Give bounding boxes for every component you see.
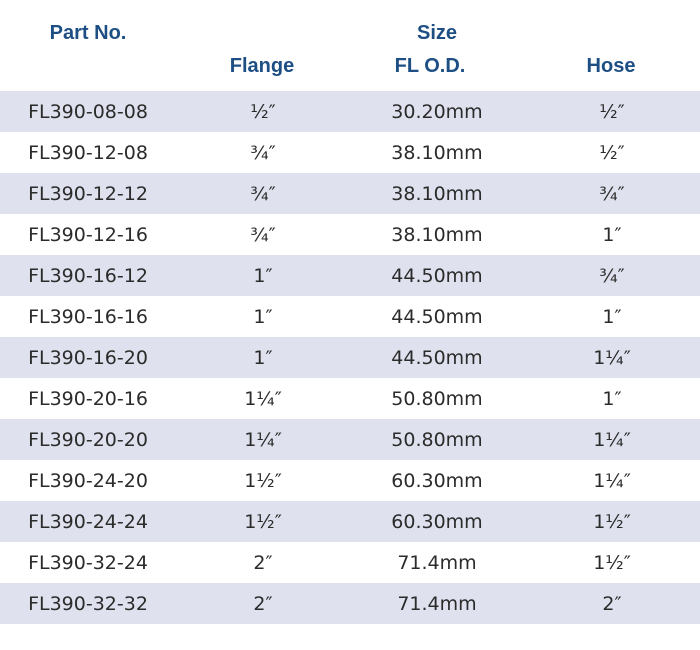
table-row — [0, 255, 700, 296]
table-row — [0, 378, 700, 419]
fl-od-cell: 71.4mm — [397, 592, 477, 615]
part-number-cell: FL390-32-32 — [28, 592, 148, 615]
fl-od-cell: 60.30mm — [391, 510, 483, 533]
header-fl-od: FL O.D. — [394, 55, 466, 77]
hose-cell: 1″ — [602, 305, 622, 328]
table-row — [0, 460, 700, 501]
table-row — [0, 214, 700, 255]
part-number-cell: FL390-08-08 — [28, 100, 148, 123]
header-size: Size — [416, 22, 458, 44]
flange-cell: ¾″ — [250, 141, 276, 164]
part-number-cell: FL390-24-24 — [28, 510, 148, 533]
flange-cell: 1″ — [253, 346, 273, 369]
table-row — [0, 337, 700, 378]
hose-cell: ¾″ — [599, 264, 625, 287]
fl-od-cell: 38.10mm — [391, 141, 483, 164]
flange-cell: 1½″ — [244, 510, 282, 533]
part-number-cell: FL390-20-20 — [28, 428, 148, 451]
fl-od-cell: 38.10mm — [391, 182, 483, 205]
part-number-cell: FL390-12-08 — [28, 141, 148, 164]
hose-cell: 2″ — [602, 592, 622, 615]
header-hose: Hose — [586, 55, 636, 77]
fl-od-cell: 38.10mm — [391, 223, 483, 246]
table-row — [0, 542, 700, 583]
part-number-cell: FL390-24-20 — [28, 469, 148, 492]
flange-cell: 1″ — [253, 264, 273, 287]
hose-cell: ¾″ — [599, 182, 625, 205]
table-row — [0, 583, 700, 624]
flange-cell: ¾″ — [250, 182, 276, 205]
table-row — [0, 91, 700, 132]
fl-od-cell: 44.50mm — [391, 264, 483, 287]
part-number-cell: FL390-16-16 — [28, 305, 148, 328]
hose-cell: 1½″ — [593, 551, 631, 574]
part-number-cell: FL390-12-12 — [28, 182, 148, 205]
hose-cell: ½″ — [599, 100, 625, 123]
flange-cell: ¾″ — [250, 223, 276, 246]
hose-cell: 1¼″ — [593, 428, 631, 451]
hose-cell: 1¼″ — [593, 469, 631, 492]
fl-od-cell: 50.80mm — [391, 387, 483, 410]
hose-cell: ½″ — [599, 141, 625, 164]
table-row — [0, 501, 700, 542]
parts-table-body — [0, 91, 700, 624]
flange-cell: 2″ — [253, 592, 273, 615]
part-number-cell: FL390-12-16 — [28, 223, 148, 246]
table-header — [0, 0, 700, 91]
fl-od-cell: 71.4mm — [397, 551, 477, 574]
table-row — [0, 296, 700, 337]
hose-cell: 1″ — [602, 387, 622, 410]
fl-od-cell: 50.80mm — [391, 428, 483, 451]
part-number-cell: FL390-16-12 — [28, 264, 148, 287]
part-number-cell: FL390-32-24 — [28, 551, 148, 574]
part-number-cell: FL390-20-16 — [28, 387, 148, 410]
part-number-cell: FL390-16-20 — [28, 346, 148, 369]
flange-cell: 1½″ — [244, 469, 282, 492]
fl-od-cell: 44.50mm — [391, 346, 483, 369]
fl-od-cell: 30.20mm — [391, 100, 483, 123]
table-row — [0, 173, 700, 214]
flange-cell: 1¼″ — [244, 428, 282, 451]
hose-cell: 1½″ — [593, 510, 631, 533]
table-row — [0, 132, 700, 173]
flange-cell: 2″ — [253, 551, 273, 574]
header-flange: Flange — [229, 55, 295, 77]
flange-cell: 1″ — [253, 305, 273, 328]
fl-od-cell: 60.30mm — [391, 469, 483, 492]
flange-cell: ½″ — [250, 100, 276, 123]
header-part-no: Part No. — [49, 22, 127, 44]
flange-cell: 1¼″ — [244, 387, 282, 410]
fl-od-cell: 44.50mm — [391, 305, 483, 328]
hose-cell: 1¼″ — [593, 346, 631, 369]
table-row — [0, 419, 700, 460]
hose-cell: 1″ — [602, 223, 622, 246]
